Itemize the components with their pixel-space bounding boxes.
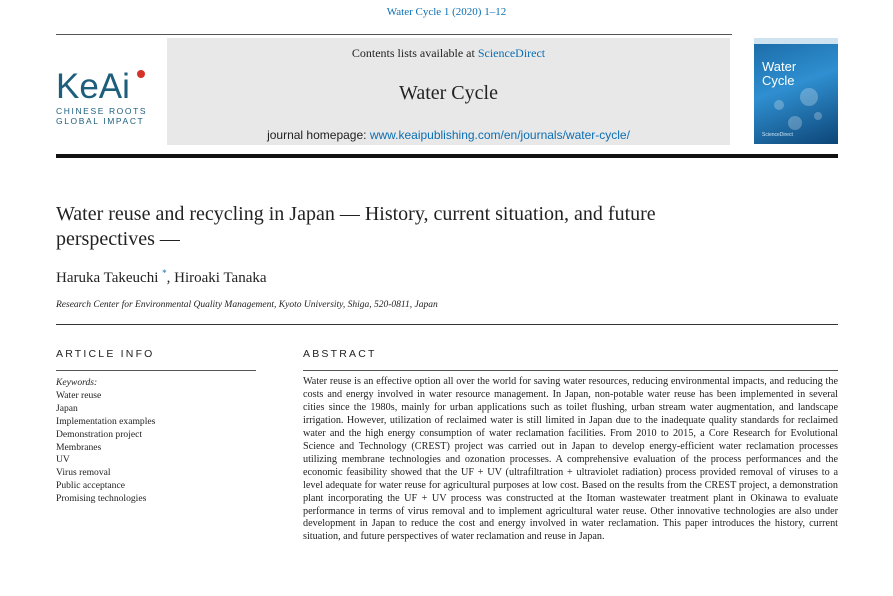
author-separator: , bbox=[166, 270, 175, 286]
sciencedirect-link[interactable]: ScienceDirect bbox=[477, 46, 546, 60]
section-divider bbox=[56, 324, 838, 325]
logo-tagline-2: GLOBAL IMPACT bbox=[56, 116, 145, 126]
keyword-item: UV bbox=[56, 454, 70, 466]
cover-title bbox=[762, 60, 796, 88]
abstract-rule bbox=[303, 370, 838, 371]
contents-availability bbox=[167, 46, 730, 61]
article-title: Water reuse and recycling in Japan — History, current situation, and future perspectives — bbox=[56, 203, 656, 250]
cover-droplet bbox=[788, 116, 802, 130]
keywords-label: Keywords: bbox=[56, 377, 98, 388]
keyword-item: Implementation examples bbox=[56, 415, 156, 427]
journal-homepage bbox=[167, 128, 730, 142]
cover-footer: ScienceDirect bbox=[762, 132, 793, 138]
keyword-item: Japan bbox=[56, 402, 78, 414]
abstract-heading: ABSTRACT bbox=[303, 348, 377, 360]
cover-droplet bbox=[774, 100, 784, 110]
keyword-item: Virus removal bbox=[56, 467, 111, 479]
publisher-logo bbox=[56, 67, 166, 126]
homepage-prefix: journal homepage: bbox=[267, 128, 370, 142]
journal-cover-image[interactable] bbox=[754, 38, 838, 144]
journal-title: Water Cycle bbox=[399, 82, 498, 104]
journal-banner bbox=[167, 38, 730, 145]
cover-top-strip bbox=[754, 38, 838, 44]
article-info-rule bbox=[56, 370, 256, 371]
logo-tagline-1: CHINESE ROOTS bbox=[56, 106, 148, 116]
journal-citation[interactable] bbox=[0, 6, 893, 18]
author-affiliation: Research Center for Environmental Quality Management, Kyoto University, Shiga, 520-0811, Japan bbox=[56, 300, 438, 310]
logo-wordmark: KeAi bbox=[56, 67, 130, 106]
logo-dot-icon bbox=[137, 70, 145, 78]
homepage-link[interactable]: www.keaipublishing.com/en/journals/water-cycle/ bbox=[369, 128, 630, 142]
header-divider bbox=[56, 34, 732, 35]
header-thick-rule bbox=[56, 154, 838, 158]
cover-droplet bbox=[814, 112, 822, 120]
abstract-body: Water reuse is an effective option all over the world for saving water resources, reducing environmental impacts, and reducing the costs and energy involved in water resource management. In Japan, non-potable water reuse has been implemented in several cities since the 1980s, mainly for urban applications such as toilet flushing, urban stream water augmentation, and landscape irrigation. However, utilization of reclaimed water is still limited in Japan due to the inadequate quality standards for reclaimed water and the high energy consumption of water reclamation facilities. From 2010 to 2015, a Core Research for Evolutional Science and Technology (CREST) project was carried out in Japan to develop energy-efficient water reclamation processes utilizing membrane technologies and ozonation processes. A comprehensive evaluation of the process performances and the economic feasibility showed that the UF + UV (ultrafiltration + ultraviolet radiation) process provided removal of viruses to a level adequate for water reuse for agricultural purposes at low cost. Based on the results from the CREST project, a demonstration plant incorporating the UF + UV process was constructed at the Itoman wastewater treatment plant in Okinawa to evaluate performance in terms of virus removal and to implement agricultural water reuse. Other innovative technologies are also under development in Japan to reduce the cost and energy involved in water reclamation. This paper introduces the history, current situation, and future perspectives of water reclamation and reuse in Japan. bbox=[303, 376, 838, 543]
keywords-list bbox=[56, 377, 155, 506]
article-info-heading: ARTICLE INFO bbox=[56, 348, 155, 360]
author-list bbox=[56, 268, 267, 287]
keyword-item: Demonstration project bbox=[56, 428, 143, 440]
contents-prefix: Contents lists available at bbox=[351, 46, 478, 60]
cover-title-line-1: Water bbox=[762, 59, 797, 74]
cover-droplet bbox=[800, 88, 818, 106]
cover-title-line-2: Cycle bbox=[762, 73, 795, 88]
keyword-item: Public acceptance bbox=[56, 480, 125, 492]
author-name[interactable]: Hiroaki Tanaka bbox=[174, 270, 267, 286]
author-name[interactable]: Haruka Takeuchi bbox=[56, 270, 159, 286]
corresponding-author-mark[interactable]: * bbox=[162, 268, 167, 278]
keyword-item: Membranes bbox=[56, 441, 102, 453]
keyword-item: Promising technologies bbox=[56, 493, 147, 505]
citation-link[interactable]: Water Cycle 1 (2020) 1–12 bbox=[386, 6, 507, 18]
keyword-item: Water reuse bbox=[56, 389, 102, 401]
